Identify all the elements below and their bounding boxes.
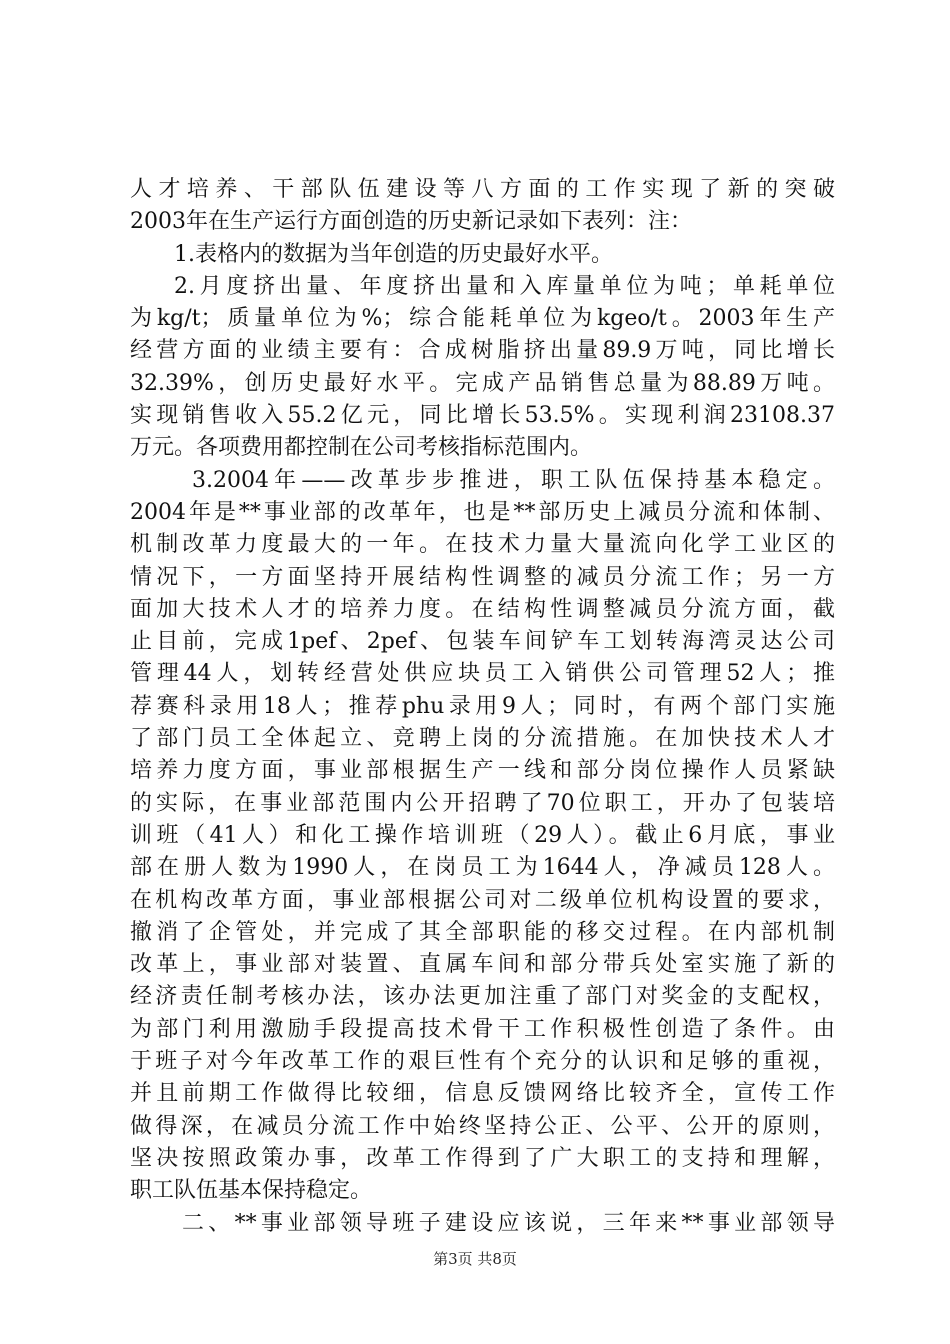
text-line: 情况下，一方面坚持开展结构性调整的减员分流工作；另一方 (130, 564, 835, 590)
text-line: 经营方面的业绩主要有：合成树脂挤出量89.9万吨，同比增长 (130, 338, 835, 364)
text-line: 训班（41人）和化工操作培训班（29人）。截止6月底，事业 (130, 822, 835, 848)
text-line: 荐赛科录用18人；推荐phu录用9人；同时，有两个部门实施 (130, 693, 835, 719)
text-line: 培养力度方面，事业部根据生产一线和部分岗位操作人员紧缺 (130, 758, 835, 784)
body-text (130, 174, 835, 1240)
text-line: 坚决按照政策办事，改革工作得到了广大职工的支持和理解， (130, 1145, 835, 1171)
text-line: 32.39%，创历史最好水平。完成产品销售总量为88.89万吨。 (130, 370, 835, 396)
text-line: 做得深，在减员分流工作中始终坚持公正、公平、公开的原则， (130, 1113, 835, 1139)
text-line: 2004年是**事业部的改革年，也是**部历史上减员分流和体制、 (130, 499, 835, 525)
text-line: 经济责任制考核办法，该办法更加注重了部门对奖金的支配权， (130, 984, 835, 1010)
text-line: 为部门利用激励手段提高技术骨干工作积极性创造了条件。由 (130, 1016, 835, 1042)
text-line: 职工队伍基本保持稳定。 (130, 1178, 373, 1204)
text-line: 撤消了企管处，并完成了其全部职能的移交过程。在内部机制 (130, 919, 835, 945)
text-line: 2.月度挤出量、年度挤出量和入库量单位为吨；单耗单位 (174, 273, 835, 299)
text-line: 2003年在生产运行方面创造的历史新记录如下表列：注： (130, 209, 692, 235)
text-line: 面加大技术人才的培养力度。在结构性调整减员分流方面，截 (130, 596, 835, 622)
text-line: 并且前期工作做得比较细，信息反馈网络比较齐全，宣传工作 (130, 1081, 835, 1107)
text-line: 二、**事业部领导班子建设应该说，三年来**事业部领导 (182, 1210, 835, 1236)
text-line: 实现销售收入55.2亿元，同比增长53.5%。实现利润23108.37 (130, 403, 835, 429)
text-line: 止目前，完成1pef、2pef、包装车间铲车工划转海湾灵达公司 (130, 629, 835, 655)
text-line: 在机构改革方面，事业部根据公司对二级单位机构设置的要求， (130, 887, 835, 913)
text-line: 人才培养、干部队伍建设等八方面的工作实现了新的突破 (130, 177, 835, 202)
text-line: 机制改革力度最大的一年。在技术力量大量流向化学工业区的 (130, 532, 835, 558)
text-line: 部在册人数为1990人，在岗员工为1644人，净减员128人。 (130, 855, 835, 881)
text-line: 3.2004年——改革步步推进，职工队伍保持基本稳定。 (192, 467, 835, 493)
text-line: 1.表格内的数据为当年创造的历史最好水平。 (174, 241, 613, 267)
text-line: 改革上，事业部对装置、直属车间和部分带兵处室实施了新的 (130, 952, 835, 978)
text-line: 的实际，在事业部范围内公开招聘了70位职工，开办了包装培 (130, 790, 835, 816)
text-line: 管理44人，划转经营处供应块员工入销供公司管理52人；推 (130, 661, 835, 687)
page-number-footer: 第3页 共8页 (433, 1250, 517, 1268)
text-line: 万元。各项费用都控制在公司考核指标范围内。 (130, 435, 593, 461)
text-line: 于班子对今年改革工作的艰巨性有个充分的认识和足够的重视， (130, 1049, 835, 1075)
text-line: 了部门员工全体起立、竞聘上岗的分流措施。在加快技术人才 (130, 726, 835, 752)
text-line: 为kg/t；质量单位为%；综合能耗单位为kgeo/t。2003年生产 (130, 306, 835, 332)
